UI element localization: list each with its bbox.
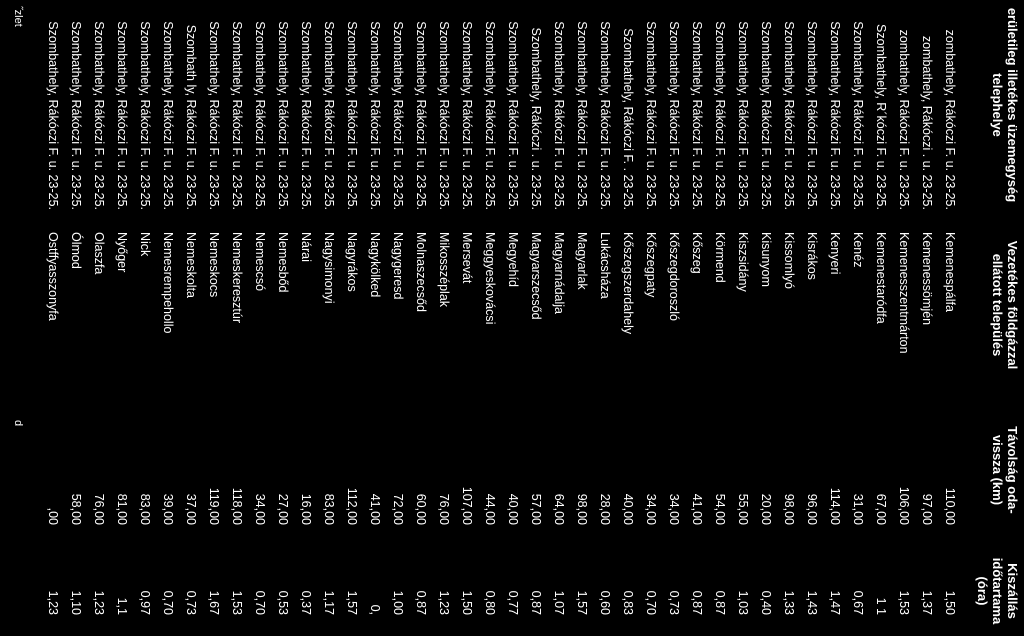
table-row [478,0,501,629]
cell-duration: 1,03 [736,590,750,615]
cell-duration: 1,23 [92,590,106,615]
cell-distance: 60,00 [414,493,428,525]
cell-settlement: Magyarnádalja [552,232,566,314]
cell-distance: 37,00 [184,493,198,525]
cell-settlement: Meggyeskovácsi [483,232,497,325]
cell-duration: 1,57 [575,590,589,615]
cell-settlement: Lukácsháza [598,232,612,299]
cell-duration: 1,57 [345,590,359,615]
cell-distance: 97,00 [920,493,934,525]
cell-unit-site: Szombathely, Rákóczi F. u. 23-25. [161,21,175,210]
cell-unit-site: Szombathely, Rákóczi F. u. 23-25. [828,21,842,210]
cell-unit-site: Szombathely, Rákóczi F. u. 23-25. [253,21,267,210]
header-unit-site [990,0,1020,210]
cell-unit-site: zombathely, Rákóczi F. u. 23-25. [943,29,957,210]
cell-unit-site: Szombathely, Rákóczi F. u. 23-25. [414,21,428,210]
cell-duration: 1,33 [782,590,796,615]
cell-unit-site: zombathely, Rákóczi . u. 23-25. [920,35,934,210]
cell-settlement: Magyarlak [575,232,589,290]
cell-distance: 110,00 [943,487,957,525]
cell-distance: 31,00 [851,493,865,525]
cell-duration: 0,67 [851,590,865,615]
cell-settlement: Körmend [713,232,727,283]
cell-distance: 107,00 [460,486,474,525]
table-row [800,0,823,629]
cell-distance: 67,00 [874,493,888,525]
table-row [501,0,524,629]
cell-duration: 0,60 [598,590,612,615]
cell-unit-site: Szombathely, Rákóczi F. u. 23-25. [138,21,152,210]
header-line: Kiszállás [1005,563,1020,619]
cell-distance: 39,00 [161,493,175,525]
cell-settlement: Nagykölked [368,232,382,298]
cell-unit-site: Szombathely, Rákóczi F. u. 23-25. [690,21,704,210]
cell-distance: 98,00 [575,493,589,525]
cell-settlement: Magyarszecsőd [529,232,543,320]
table-row [662,0,685,629]
table-row [570,0,593,629]
cell-distance: 112,00 [345,487,359,525]
cell-distance: 106,00 [897,486,911,525]
table-row [455,0,478,629]
table-row [616,0,639,629]
cell-distance: 34,00 [667,493,681,525]
cell-settlement: Kőszegdoroszló [667,232,681,321]
cell-settlement: Nemesrempehollo [161,232,175,334]
cell-unit-site: Szombathely, Rákóczi F. u. 23-25. [736,21,750,210]
cell-distance: 16,00 [299,493,313,525]
header-line: (óra) [975,576,990,606]
table-row [179,0,202,629]
cell-settlement: Nemesbőd [276,232,290,293]
cell-unit-site: Szombathely, Rákóczi F. u. 23-25. [299,21,313,210]
cell-unit-site: Szombath ly, Rákóczi F. u. 23-25. [184,24,198,210]
cell-settlement: Mersevát [460,232,474,284]
table-row [41,0,64,629]
cell-unit-site: Szombathely, Rákóczi F. u. 23-25. [644,21,658,210]
table-row [225,0,248,629]
cell-unit-site: Szombathely, Rákóczi F. u. 23-25. [437,21,451,210]
cell-unit-site: Szombathely, Rákóczi F. u. 23-25. [368,21,382,210]
cell-settlement: Kemenespálfa [943,232,957,312]
header-line: erületileg illetékes üzemegység [1005,7,1020,203]
cell-unit-site: Szombathely, Rákóczi F. u. 23-25. [230,21,244,210]
cell-duration: 0,53 [276,590,290,615]
cell-duration: 0,87 [414,590,428,615]
cell-duration: 0,73 [184,590,198,615]
cell-unit-site: Szombathely, Rákóczi F. u. 23-25. [92,21,106,210]
cell-unit-site: Szombathely, Rákóczi F. u. 23-25. [322,21,336,210]
cell-unit-site: Szombathely, Rákóczi F. u. 23-25. [598,21,612,210]
table-row [938,0,961,629]
cell-unit-site: Szombathely, Rákóczi . u. 23-25. [529,27,543,210]
cell-settlement: Kemenessömjén [920,232,934,326]
cell-settlement: Kőszegszerdahely [621,232,635,335]
cell-duration: 1,10 [69,590,83,615]
header-line: időtartama [990,557,1005,625]
cell-duration: 0,87 [690,590,704,615]
cell-duration: 0,87 [713,590,727,615]
cell-duration: 1,50 [943,590,957,615]
table-row [202,0,225,629]
cell-distance: 83,00 [138,493,152,525]
cell-duration: 1,00 [391,590,405,615]
cell-settlement: Kisrákos [805,232,819,280]
cell-distance: ,00 [46,507,60,525]
table-row [639,0,662,629]
cell-distance: 76,00 [92,493,106,525]
table-row [754,0,777,629]
cell-distance: 96,00 [805,493,819,525]
cell-unit-site: Szombathely, Rákóczi F. u. 23-25. [805,21,819,210]
cell-duration: 0,73 [667,590,681,615]
table-row [731,0,754,629]
table-row [685,0,708,629]
cell-duration: 1,23 [437,590,451,615]
cell-duration: 0,70 [644,590,658,615]
cell-duration: 0,80 [483,590,497,615]
cell-settlement: Megyehíd [506,232,520,287]
cell-settlement: Kőszeg [690,232,704,274]
cell-distance: 83,00 [322,493,336,525]
cell-duration: 1,53 [230,590,244,615]
table-row [915,0,938,629]
cell-distance: 81,00 [115,493,129,525]
cell-settlement: Ólmod [69,232,83,269]
cell-settlement: Kisunyom [759,232,773,287]
table-row [156,0,179,629]
cell-distance: 40,00 [506,493,520,525]
table-row [110,0,133,629]
header-duration [975,546,1020,636]
cell-distance: 34,00 [253,493,267,525]
header-line: Távolság oda- [1005,426,1020,514]
cell-unit-site: Szombathely, Rákóczi F. u. 23-25. [115,21,129,210]
table-row [294,0,317,629]
cell-distance: 28,00 [598,493,612,525]
cell-settlement: Kiszsidány [736,232,750,292]
cell-distance: 40,00 [621,493,635,525]
cell-unit-site: Szombathely, Rákóczi F. u. 23-25. [552,21,566,210]
cell-settlement: Kenyeri [828,232,842,275]
cell-duration: 1,50 [460,590,474,615]
cell-unit-site: Szombathely, Rákóczi F. u. 23-25. [345,21,359,210]
table-row [524,0,547,629]
header-settlement [990,218,1020,392]
cell-unit-site: Szombathely, Rákóczi F. u. 23-25. [276,21,290,210]
cell-distance: 41,00 [690,493,704,525]
cell-settlement: Kemenesszentmárton [897,232,911,354]
cell-distance: 57,00 [529,493,543,525]
table-row [248,0,271,629]
cell-duration: 1,43 [805,590,819,615]
cell-duration: 0, [368,604,382,615]
cell-duration: 0,70 [161,590,175,615]
table-row [363,0,386,629]
cell-unit-site: Szombathely, Rákóczi F. u. 23-25. [851,21,865,210]
table-row [64,0,87,629]
cell-duration: 0,70 [253,590,267,615]
cell-distance: 41,00 [368,493,382,525]
cell-unit-site: Szombathely, Rákóczi F. u. 23-25. [391,21,405,210]
cell-distance: 64,00 [552,493,566,525]
cell-unit-site: Szombathely, Rákóczi F. u. 23-25. [460,21,474,210]
cell-distance: 119,00 [207,487,221,525]
cell-unit-site: Szombathely, Rákóczi F. . 23-25. [621,28,635,210]
header-line: telephelye [990,73,1005,137]
cell-duration: 1,67 [207,590,221,615]
cell-settlement: Nick [138,232,152,257]
table-row [340,0,363,629]
cell-settlement: Nagysimonyi [322,232,336,304]
cell-settlement: Ostffyasszonyfa [46,232,60,321]
cell-settlement: Molnaszecsőd [414,232,428,312]
cell-settlement: Nyőger [115,232,129,273]
cell-settlement: Kemenestaródfa [874,232,888,324]
cell-settlement: Nemeskolta [184,232,198,298]
cell-settlement: Nemeskeresztúr [230,232,244,323]
cell-distance: 118,00 [230,487,244,525]
table-row [133,0,156,629]
header-line: ellátott település [990,253,1005,357]
table-row [846,0,869,629]
footer-left-text: ˝zlet [12,6,24,27]
cell-settlement: Kenéz [851,232,865,268]
table-row [432,0,455,629]
cell-unit-site: Szombathely, Rákóczi F. u. 23-25. [69,21,83,210]
cell-unit-site: Szombathely, R´kóczi F. u. 23-25. [874,24,888,210]
cell-settlement: Olaszfa [92,232,106,275]
cell-settlement: Nagygeresd [391,232,405,300]
cell-duration: 0,77 [506,590,520,615]
table-row [892,0,915,629]
cell-distance: 76,00 [437,493,451,525]
cell-unit-site: Szombathely, Rákóczi F. u. 23-25. [575,21,589,210]
table-row [547,0,570,629]
table-row [708,0,731,629]
cell-settlement: Kőszegpaty [644,232,658,298]
cell-settlement: Nagyrákos [345,232,359,292]
cell-unit-site: Szombathely, Rákóczi F. u. 23-25. [506,21,520,210]
cell-duration: 1,07 [552,590,566,615]
cell-duration: 1,1 [115,597,129,615]
cell-unit-site: Szombathely, Rákóczi F. u. 23-25. [713,21,727,210]
cell-distance: 20,00 [759,493,773,525]
header-line: Vezetékes földgázzal [1005,240,1020,370]
table-row [87,0,110,629]
cell-distance: 54,00 [713,493,727,525]
cell-distance: 114,00 [828,487,842,525]
cell-duration: 0,40 [759,590,773,615]
cell-distance: 58,00 [69,493,83,525]
cell-settlement: Kissomlyó [782,232,796,289]
table-row [777,0,800,629]
cell-duration: 0,97 [138,590,152,615]
cell-distance: 27,00 [276,493,290,525]
cell-settlement: Nárai [299,232,313,262]
cell-unit-site: Szombathely, Rákóczi F. u. 23-25. [667,21,681,210]
table-row [823,0,846,629]
cell-duration: 1,37 [920,590,934,615]
cell-duration: 0,87 [529,590,543,615]
table-row [386,0,409,629]
cell-duration: 0,37 [299,590,313,615]
cell-distance: 34,00 [644,493,658,525]
cell-unit-site: zombathely, Rákóczi F. u. 23-25. [897,29,911,210]
cell-unit-site: Szombathely, Rákóczi F. u. 23-25. [782,21,796,210]
cell-duration: 1 1 [874,597,888,615]
table-row [593,0,616,629]
cell-duration: 0,83 [621,590,635,615]
cell-settlement: Mikosszéplak [437,232,451,308]
cell-settlement: Nemescsó [253,232,267,292]
table-row [409,0,432,629]
table-body [41,0,961,629]
footer-right-text: d [12,420,24,427]
cell-duration: 1,47 [828,590,842,615]
cell-duration: 1,23 [46,590,60,615]
table-row [271,0,294,629]
header-distance [990,402,1020,538]
cell-duration: 1,53 [897,590,911,615]
cell-unit-site: Szombathely, Rákóczi F. u. 23-25. [207,21,221,210]
cell-distance: 72,00 [391,493,405,525]
cell-settlement: Nemeskocs [207,232,221,298]
cell-unit-site: Szombathely, Rákóczi F. u. 23-25. [759,21,773,210]
cell-unit-site: Szombathely, Rákóczi F. u. 23-25. [46,21,60,210]
cell-duration: 1,17 [322,590,336,615]
cell-distance: 98,00 [782,493,796,525]
table-row [869,0,892,629]
header-line: vissza (km) [990,434,1005,506]
cell-unit-site: Szombathely, Rákóczi F. u. 23-25. [483,21,497,210]
page-footer [6,0,24,629]
cell-distance: 44,00 [483,493,497,525]
table-row [317,0,340,629]
cell-distance: 55,00 [736,493,750,525]
